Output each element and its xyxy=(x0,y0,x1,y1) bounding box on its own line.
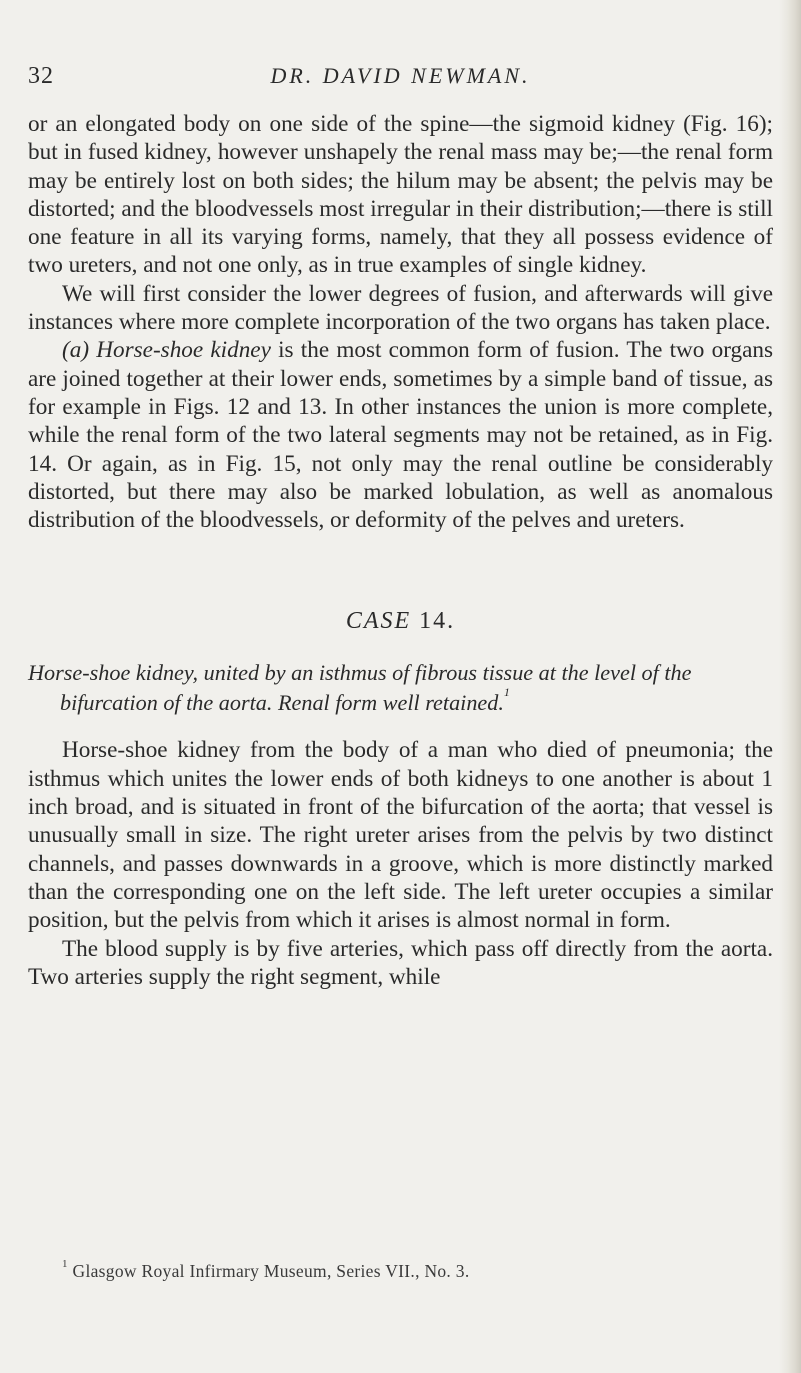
paragraph-3-label: (a) xyxy=(62,337,90,364)
paragraph-1: or an elongated body on one side of the spine—the sigmoid kidney (Fig. 16); but in fused kidney, however unshapely the renal mass may be;—the renal form may be entirely lost on both sides; the hilum may be absent; the pelvis may be distorted; and the bloodvessels most irregular in their distribution;—there is still one feature in all its varying forms, namely, that they all possess evidence of two ureters, and not one only, as in true examples of single kidney. xyxy=(28,111,773,279)
case-subtitle xyxy=(28,658,773,718)
footnote-marker: 1 xyxy=(62,1258,68,1270)
running-title: DR. DAVID NEWMAN. xyxy=(270,63,531,88)
paragraph-3-term: Horse-shoe kidney xyxy=(96,337,271,364)
case-label: CASE xyxy=(345,608,412,635)
case-subtitle-line-2-wrap xyxy=(28,685,773,718)
paragraph-3-text: is the most common form of fusion. The two organs are joined together at their lower ends, sometimes by a simple band of tissue, as for example in Figs. 12 and 13. In other instances the union is more complete, while the renal form of the two lateral segments may not be retained, as in Fig. 14. Or again, as in Fig. 15, not only may the renal outline be considerably distorted, but there may also be marked lobulation, as well as anomalous distribution of the bloodvessels, or deformity of the pelves and ureters. xyxy=(28,337,773,534)
paragraph-3 xyxy=(28,336,773,534)
section-gap xyxy=(28,534,773,606)
paragraph-2: We will first consider the lower degrees of fusion, and afterwards will give instances where more complete incorporation of the two organs has taken place. xyxy=(28,280,773,336)
paragraph-4: Horse-shoe kidney from the body of a man who died of pneumonia; the isthmus which unites the lower ends of both kidneys to one another is about 1 inch broad, and is situated in front of the bifurcation of the aorta; that vessel is unusually small in size. The right ureter arises from the pelvis by two distinct channels, and passes downwards in a groove, which is more distinctly marked than the corresponding one on the left side. The left ureter occupies a similar position, but the pelvis from which it arises is almost normal in form. xyxy=(28,737,773,934)
page-header xyxy=(28,63,773,93)
case-heading xyxy=(28,606,773,636)
footnote-text: Glasgow Royal Infirmary Museum, Series VII., No. 3. xyxy=(72,1261,470,1281)
page-number: 32 xyxy=(28,63,54,89)
case-number: 14. xyxy=(419,608,456,635)
paragraph-5: The blood supply is by five arteries, which pass off directly from the aorta. Two arteries supply the right segment, while xyxy=(28,935,773,990)
page-edge-shadow xyxy=(779,0,801,1373)
footnote xyxy=(62,1258,470,1282)
case-subtitle-line-1: Horse-shoe kidney, united by an isthmus of fibrous tissue at the level of the xyxy=(28,660,692,686)
body-text xyxy=(28,110,773,991)
case-subtitle-line-2: bifurcation of the aorta. Renal form well retained. xyxy=(60,690,504,716)
footnote-reference: 1 xyxy=(503,685,510,700)
